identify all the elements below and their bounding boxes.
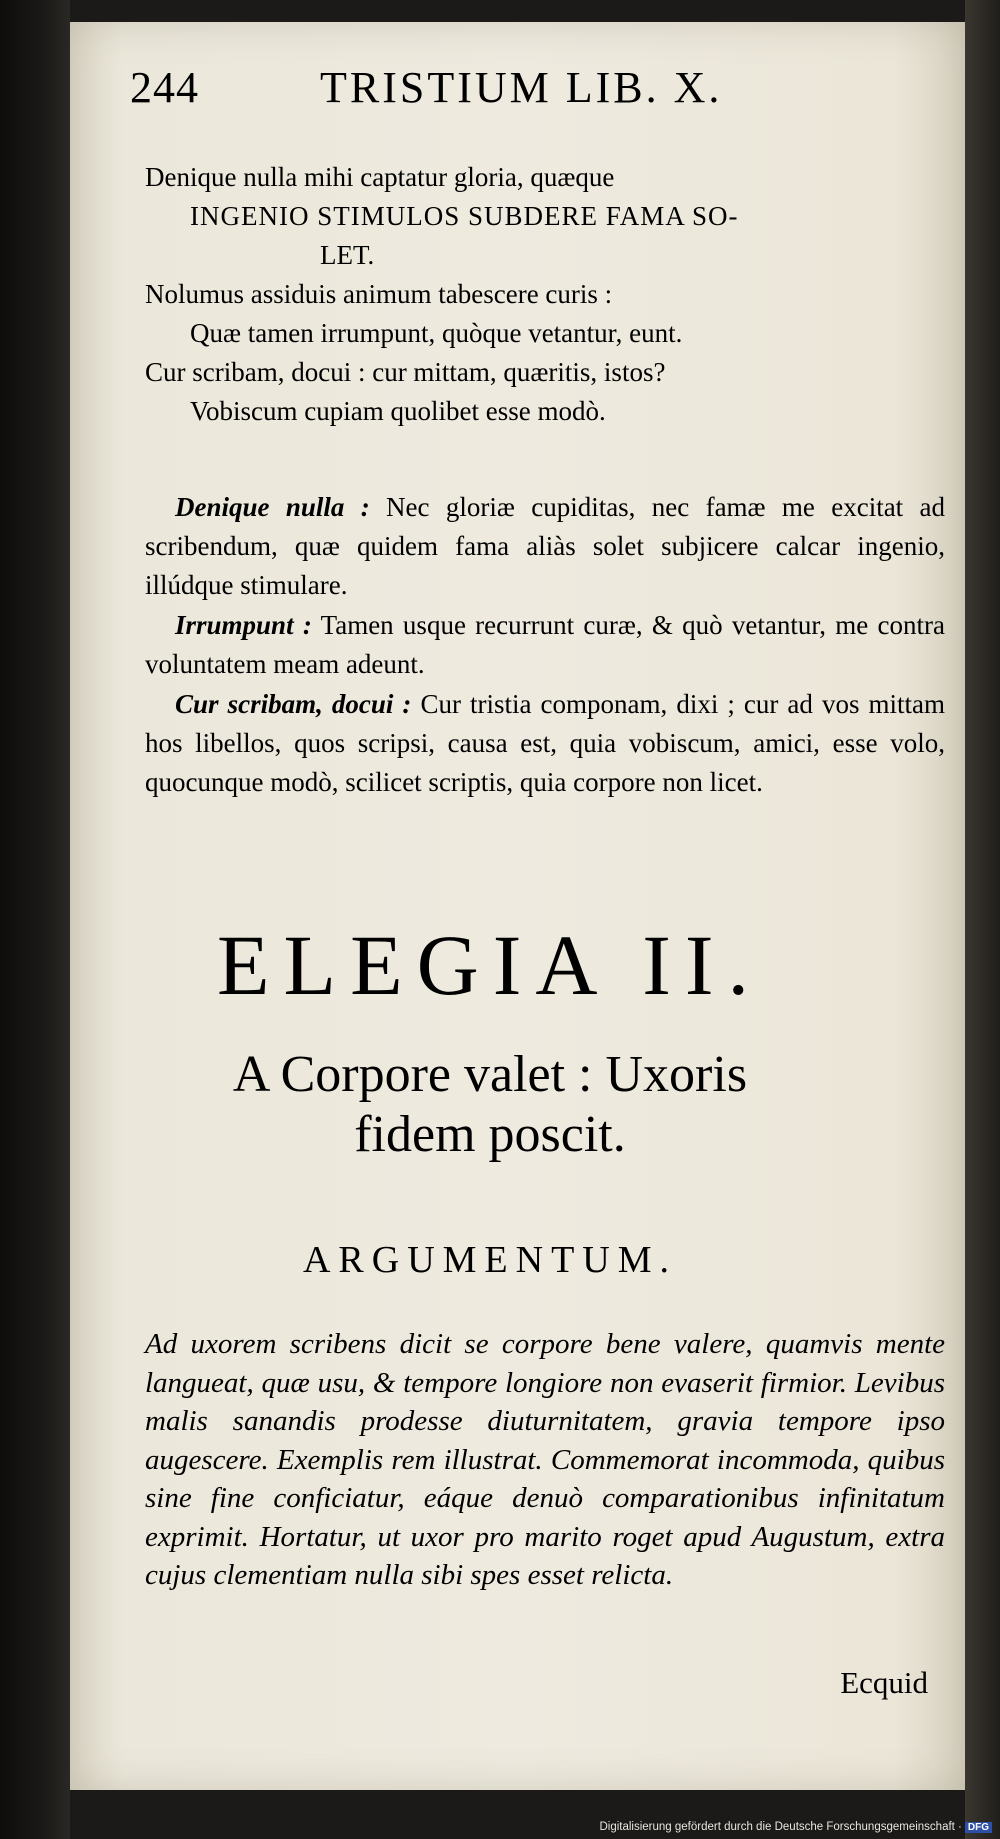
verse-line: Quæ tamen irrumpunt, quòque vetantur, eunt. [190, 318, 683, 348]
elegy-subtitle-line: fidem poscit. [354, 1106, 626, 1163]
note-lemma: Irrumpunt : [175, 610, 312, 640]
running-title: TRISTIUM LIB. X. [320, 63, 723, 112]
commentary-note [145, 606, 945, 684]
note-text: Tamen usque recurrunt curæ, & quò vetantur, me contra voluntatem meam adeunt. [145, 610, 945, 679]
verse-line: Vobiscum cupiam quolibet esse modò. [190, 396, 606, 426]
verse-line: Cur scribam, docui : cur mittam, quæritis, istos? [145, 357, 666, 387]
digitization-credit [599, 1821, 992, 1833]
elegy-subtitle-line: A Corpore valet : Uxoris [232, 1046, 748, 1103]
verse-line: Denique nulla mihi captatur gloria, quæque [145, 162, 615, 192]
credit-text: Digitalisierung gefördert durch die Deutsche Forschungsgemeinschaft · [599, 1821, 962, 1833]
commentary-notes [145, 488, 945, 803]
verse-line: Nolumus assiduis animum tabescere curis : [145, 279, 613, 309]
elegy-subtitle [130, 1045, 850, 1165]
verse-line: LET. [320, 240, 375, 270]
left-binding-edge [0, 0, 70, 1839]
argument-heading: ARGUMENTUM. [302, 1239, 678, 1281]
note-text: Nec gloriæ cupiditas, nec famæ me excitat ad scribendum, quæ quidem fama aliàs solet subjicere calcar ingenio, illúdque stimulare. [145, 492, 946, 600]
commentary-note [145, 488, 945, 605]
verse-line: INGENIO STIMULOS SUBDERE FAMA SO- [190, 201, 739, 231]
note-lemma: Cur scribam, docui : [175, 689, 412, 719]
commentary-note [145, 685, 945, 802]
right-page-edge [965, 0, 1000, 1839]
elegy-heading: ELEGIA II. [217, 917, 763, 1013]
dfg-logo: DFG [965, 1822, 992, 1833]
catchword: Ecquid [840, 1665, 928, 1700]
page-number: 244 [130, 63, 199, 112]
running-header [130, 62, 850, 122]
argument-text: Ad uxorem scribens dicit se corpore bene valere, quamvis mente langueat, quæ usu, & tempore longiore non evaserit firmior. Levibus malis sanandis prodesse diuturnitatem, gravia tempore ipso augescere. Exemplis rem illustrat. Commemorat incommoda, quibus sine fine conficiatur, eáque denuò comparationibus infinitatum exprimit. Hortatur, ut uxor pro marito roget apud Augustum, extra cujus clementiam nulla sibi spes esset relicta. [145, 1328, 945, 1591]
note-lemma: Denique nulla : [175, 492, 370, 522]
verse-block [145, 158, 945, 431]
note-text: Cur tristia componam, dixi ; cur ad vos mittam hos libellos, quos scripsi, causa est, quia vobiscum, amici, esse volo, quocunque modò, scilicet scriptis, quia corpore non licet. [145, 689, 946, 797]
